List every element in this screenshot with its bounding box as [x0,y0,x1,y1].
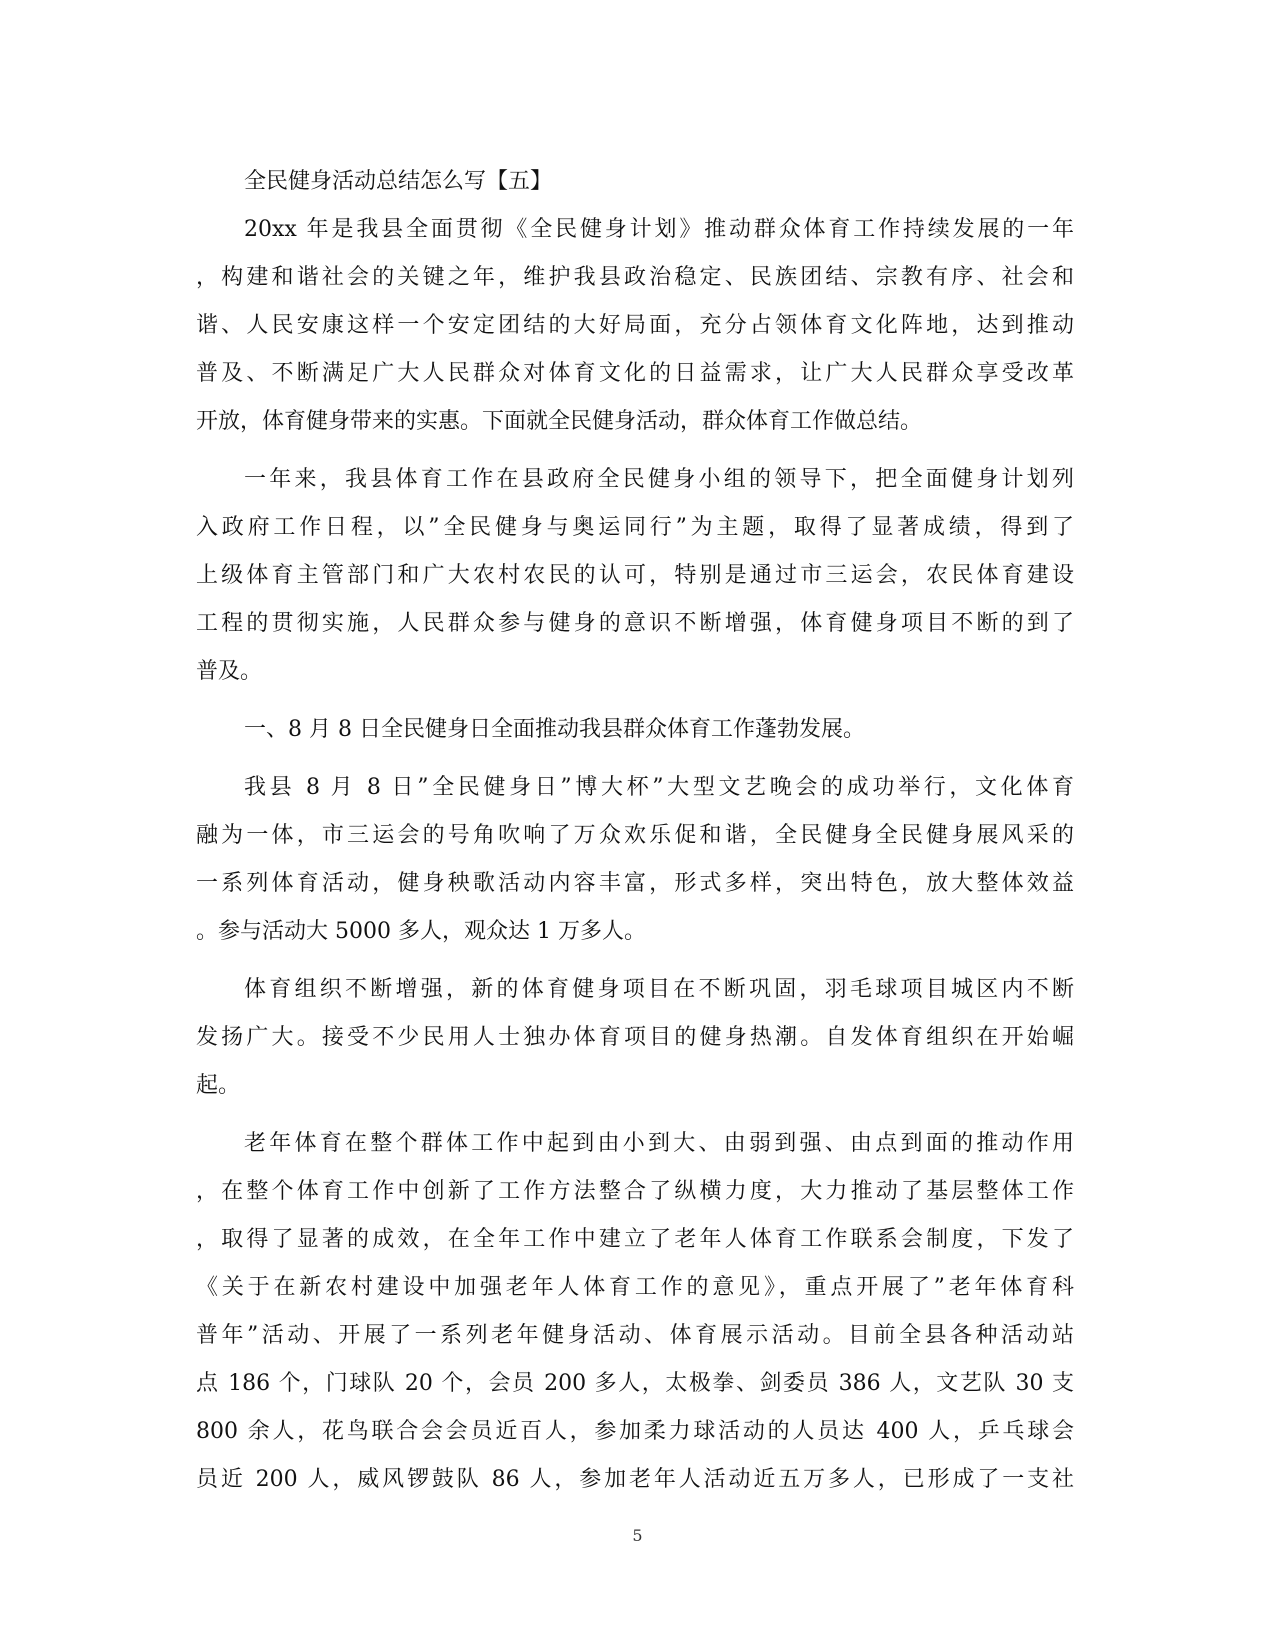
text-line: 起。 [196,1073,241,1098]
text-line: 普及、不断满足广大人民群众对体育文化的日益需求，让广大人民群众享受改革 [196,361,1074,386]
text-line: 《关于在新农村建设中加强老年人体育工作的意见》，重点开展了”老年体育科 [196,1275,1074,1300]
text-line: 工程的贯彻实施，人民群众参与健身的意识不断增强，体育健身项目不断的到了 [196,611,1074,636]
text-line: 老年体育在整个群体工作中起到由小到大、由弱到强、由点到面的推动作用 [244,1131,1074,1156]
text-line: 入政府工作日程，以”全民健身与奥运同行”为主题，取得了显著成绩，得到了 [196,515,1074,540]
paragraph-2 [196,456,1074,696]
text-line: 800 余人，花鸟联合会会员近百人，参加柔力球活动的人员达 400 人，乒乓球会 [196,1419,1074,1444]
text-line: 员近 200 人，威风锣鼓队 86 人，参加老年人活动近五万多人，已形成了一支社 [196,1467,1074,1492]
text-line: ，取得了显著的成效，在全年工作中建立了老年人体育工作联系会制度，下发了 [196,1227,1074,1252]
document-body [196,158,1074,1504]
page-number: 5 [632,1526,643,1545]
paragraph-5 [196,966,1074,1110]
text-line: 点 186 个，门球队 20 个，会员 200 多人，太极拳、剑委员 386 人，文艺队 30 支 [196,1371,1074,1396]
text-line: 上级体育主管部门和广大农村农民的认可，特别是通过市三运会，农民体育建设 [196,563,1074,588]
text-line: 一年来，我县体育工作在县政府全民健身小组的领导下，把全面健身计划列 [244,467,1074,492]
text-line: 普及。 [196,659,263,684]
text-line: ，在整个体育工作中创新了工作方法整合了纵横力度，大力推动了基层整体工作 [196,1179,1074,1204]
text-line: 我县 8 月 8 日”全民健身日”博大杯”大型文艺晚会的成功举行，文化体育 [244,775,1074,800]
text-line: 开放，体育健身带来的实惠。下面就全民健身活动，群众体育工作做总结。 [196,409,923,434]
paragraph-1 [196,206,1074,446]
paragraph-4 [196,764,1074,956]
paragraph-6 [196,1120,1074,1504]
text-line: 融为一体，市三运会的号角吹响了万众欢乐促和谐，全民健身全民健身展风采的 [196,823,1074,848]
text-line: 普年”活动、开展了一系列老年健身活动、体育展示活动。目前全县各种活动站 [196,1323,1074,1348]
section-heading: 全民健身活动总结怎么写【五】 [244,169,553,194]
paragraph-3 [196,706,1074,754]
text-line: 一系列体育活动，健身秧歌活动内容丰富，形式多样，突出特色，放大整体效益 [196,871,1074,896]
text-line: 谐、人民安康这样一个安定团结的大好局面，充分占领体育文化阵地，达到推动 [196,313,1074,338]
text-line: 20xx 年是我县全面贯彻《全民健身计划》推动群众体育工作持续发展的一年 [244,217,1074,242]
subheading-line: 一、8 月 8 日全民健身日全面推动我县群众体育工作蓬勃发展。 [244,717,865,742]
text-line: 体育组织不断增强，新的体育健身项目在不断巩固，羽毛球项目城区内不断 [244,977,1074,1002]
text-line: 发扬广大。接受不少民用人士独办体育项目的健身热潮。自发体育组织在开始崛 [196,1025,1074,1050]
text-line: 。参与活动大 5000 多人，观众达 1 万多人。 [196,919,646,944]
text-line: ，构建和谐社会的关键之年，维护我县政治稳定、民族团结、宗教有序、社会和 [196,265,1074,290]
